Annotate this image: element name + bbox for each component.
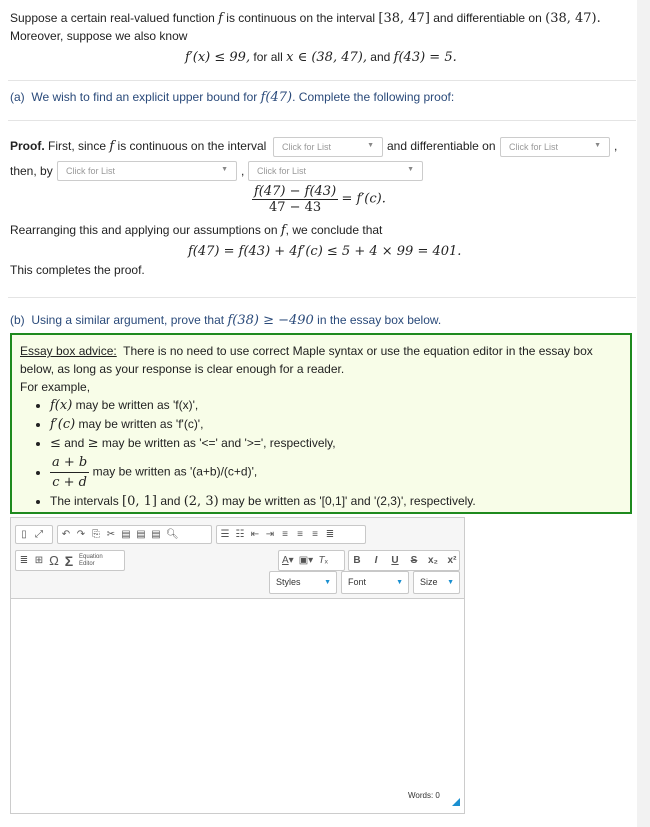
hypotheses: f′(x) ≤ 99, for all x ∈ (38, 47), and f(43) = 5. [185, 50, 457, 65]
intro-line1: Suppose a certain real-valued function f is continuous on the interval [38, 47] and differentiable on (38, 47). [10, 11, 601, 26]
underline-icon[interactable]: U [391, 555, 399, 566]
conclusion-dropdown[interactable]: Click for List ▼ [248, 161, 423, 181]
bold-icon[interactable]: B [353, 555, 361, 566]
indent-icon[interactable]: ⇥ [265, 529, 275, 540]
source-icon[interactable]: ▯ [21, 529, 27, 540]
comma: , [614, 139, 618, 153]
list-item: • The intervals [0, 1] and (2, 3) may be written as '[0,1]' and '(2,3)', respectively. [50, 492, 622, 511]
interval-dropdown-1[interactable]: Click for List ▼ [273, 137, 383, 157]
rearrange-text: Rearranging this and applying our assumptions on f, we conclude that [10, 223, 383, 238]
paste-text-icon[interactable]: ▤ [136, 529, 146, 540]
proof-text: and differentiable on [387, 139, 496, 153]
essay-editor [10, 517, 465, 814]
paste-icon[interactable]: ▤ [121, 529, 131, 540]
text-color-icon[interactable]: A▾ [282, 555, 294, 566]
equation-editor-button[interactable]: Equation Editor [79, 553, 103, 567]
omega-icon[interactable]: Ω [49, 553, 59, 568]
essay-text-area[interactable] [11, 599, 464, 799]
list-item: • $\frac{a + b}{c + d}$ may be written as '(a+b)/(c+d)', [50, 453, 622, 492]
divider [8, 297, 636, 298]
resize-handle-icon[interactable] [452, 798, 460, 806]
interval-dropdown-2[interactable]: Click for List ▼ [500, 137, 610, 157]
maximize-icon[interactable]: ⤢ [35, 529, 43, 540]
mvt-equation: $\frac{f(47) - f(43)}{47 - 43}$ = f′(c). [254, 184, 386, 215]
list-item: • f′(c) may be written as 'f'(c)', [50, 415, 622, 434]
advice-text: There is no need to use correct Maple syntax or use the equation editor in the essay box below, as long as your response is clear enough for a reader. [20, 344, 593, 376]
divider [8, 80, 636, 81]
part-b-prompt: (b) Using a similar argument, prove that f(38) ≥ −490 in the essay box below. [10, 313, 442, 328]
strikethrough-icon[interactable]: S [410, 555, 418, 566]
proof-line1: Proof. First, since f is continuous on the interval [10, 139, 267, 154]
bullet-list-icon[interactable]: ☷ [235, 529, 245, 540]
size-dropdown[interactable]: Size ▼ [413, 571, 460, 594]
align-left-icon[interactable]: ≡ [282, 529, 288, 540]
comma: , [241, 164, 245, 178]
styles-dropdown[interactable]: Styles ▼ [269, 571, 337, 594]
outdent-icon[interactable]: ⇤ [250, 529, 260, 540]
undo-icon[interactable]: ↶ [61, 529, 71, 540]
word-count: Words: 0 [408, 791, 440, 800]
table-icon[interactable]: ⊞ [34, 555, 44, 566]
background-color-icon[interactable]: ▣▾ [298, 555, 314, 566]
remove-format-icon[interactable]: Tₓ [318, 555, 328, 566]
advice-title: Essay box advice: [20, 344, 117, 358]
sigma-icon[interactable]: Σ [64, 552, 74, 569]
conclusion-equation: f(47) = f(43) + 4f′(c) ≤ 5 + 4 × 99 = 401. [188, 244, 462, 259]
paste-word-icon[interactable]: ▤ [151, 529, 161, 540]
editor-toolbar [11, 518, 464, 599]
copy-icon[interactable]: ⎘ [92, 529, 100, 540]
italic-icon[interactable]: I [374, 555, 378, 566]
subscript-icon[interactable]: x₂ [428, 555, 439, 566]
numbered-list-icon[interactable]: ☰ [220, 529, 230, 540]
divider [8, 120, 636, 121]
superscript-icon[interactable]: x² [447, 555, 457, 566]
essay-advice-box [10, 333, 632, 514]
proof-text: then, by [10, 164, 53, 178]
align-center-icon[interactable]: ≡ [297, 529, 303, 540]
list-item: • f(x) may be written as 'f(x)', [50, 396, 622, 415]
font-dropdown[interactable]: Font ▼ [341, 571, 409, 594]
redo-icon[interactable]: ↷ [76, 529, 86, 540]
horizontal-line-icon[interactable]: ≣ [19, 555, 29, 566]
cut-icon[interactable]: ✂ [106, 529, 116, 540]
list-item: • ≤ and ≥ may be written as '<=' and '>=', respectively, [50, 434, 622, 453]
align-right-icon[interactable]: ≡ [312, 529, 318, 540]
justify-icon[interactable]: ≣ [325, 529, 335, 540]
intro-line2: Moreover, suppose we also know [10, 29, 188, 43]
for-example: For example, [20, 380, 91, 394]
theorem-dropdown[interactable]: Click for List ▼ [57, 161, 237, 181]
proof-end: This completes the proof. [10, 263, 145, 277]
part-a-prompt: (a) We wish to find an explicit upper bound for f(47). Complete the following proof: [10, 90, 455, 105]
find-icon[interactable]: 🔍︎ [166, 529, 179, 540]
